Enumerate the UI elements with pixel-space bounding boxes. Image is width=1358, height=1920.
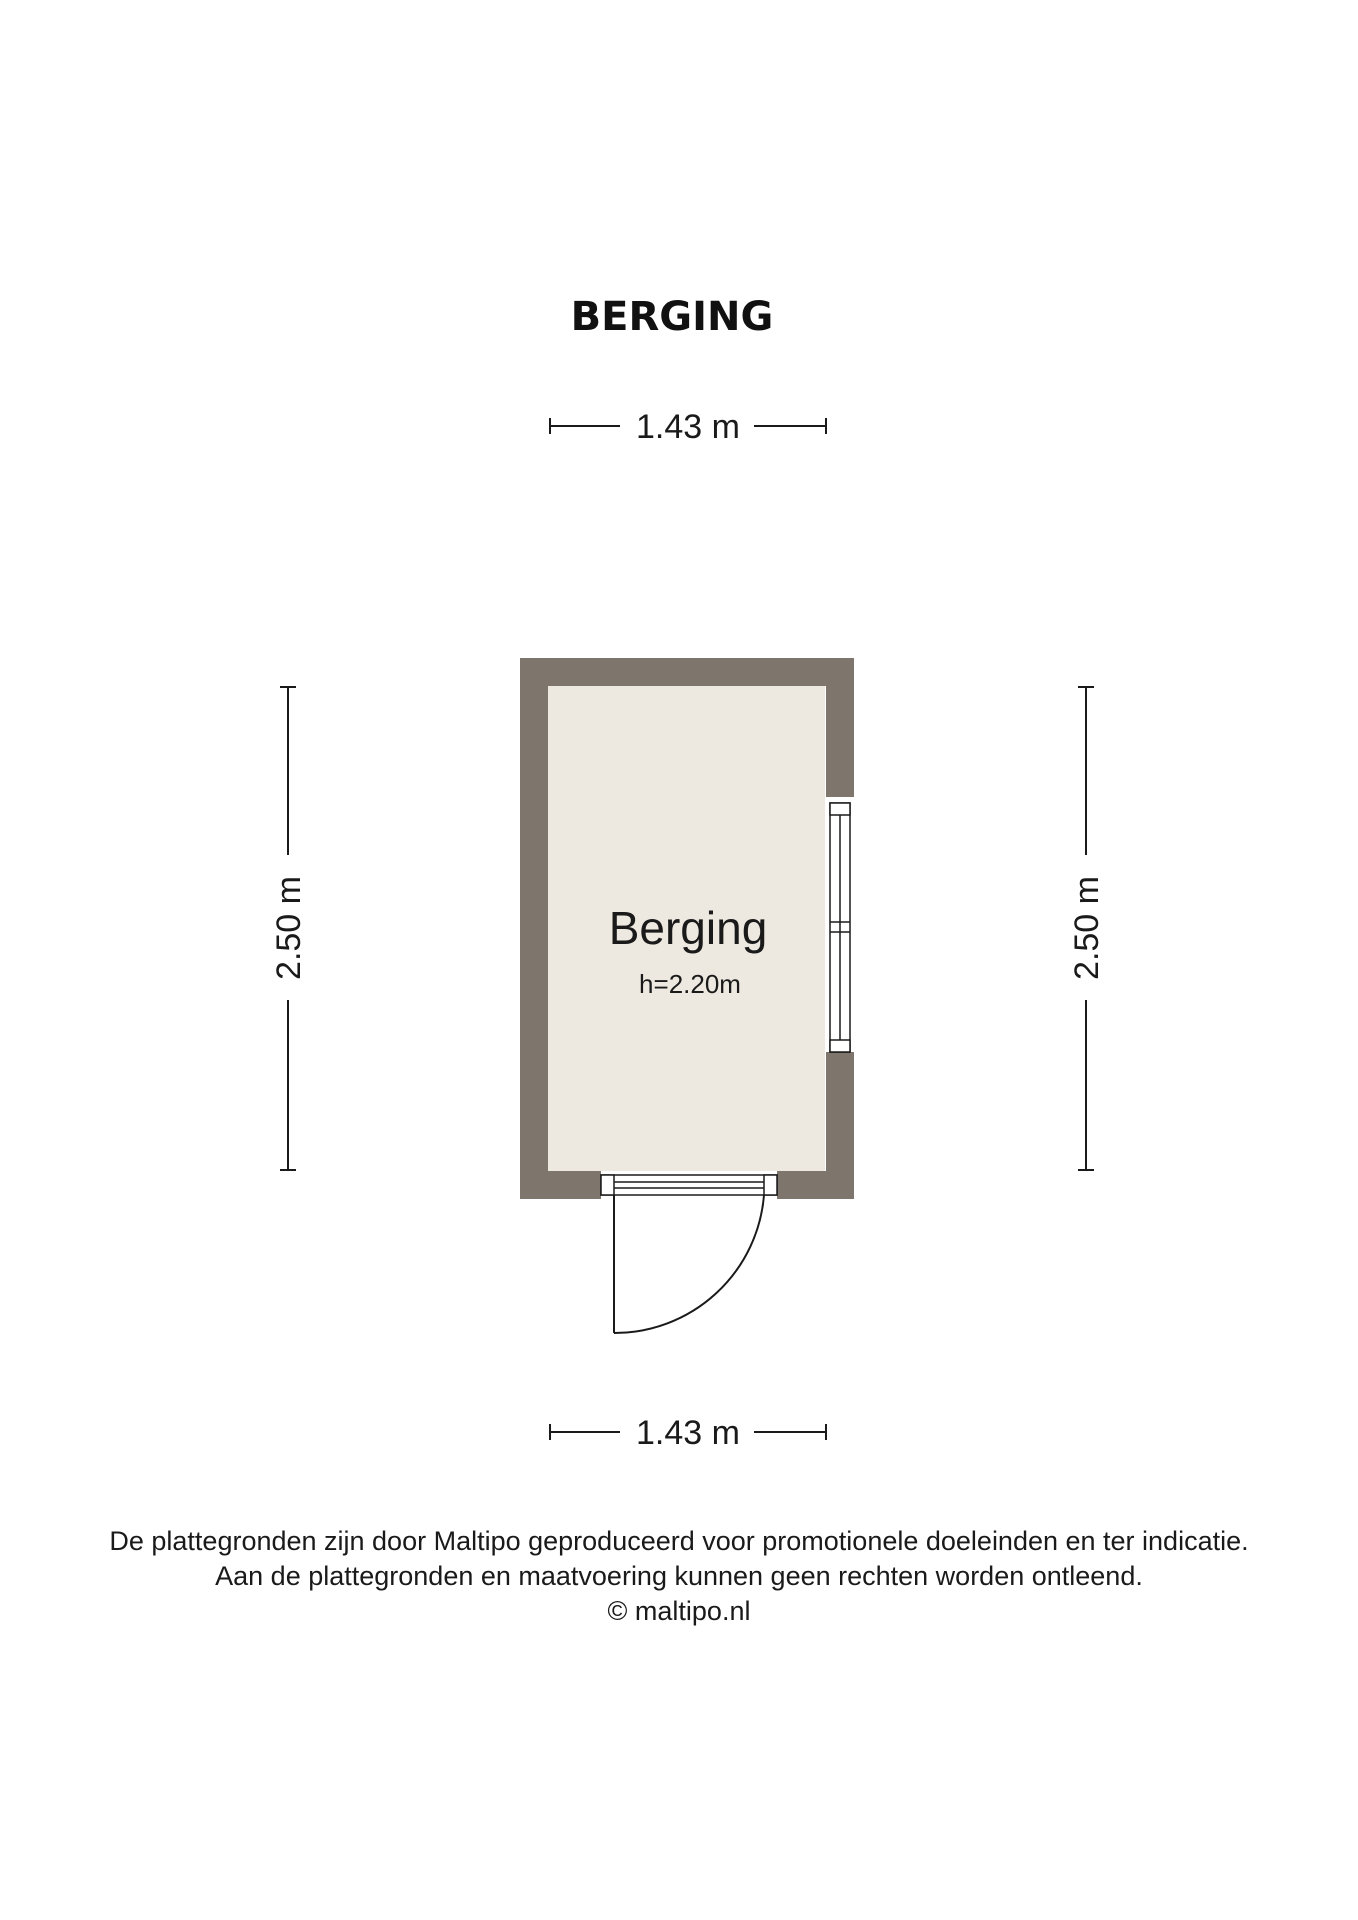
right-dimension-label: 2.50 m — [1068, 876, 1106, 980]
wall-right-upper — [826, 658, 854, 797]
door-swing-arc — [614, 1195, 764, 1333]
wall-bottom-left — [520, 1171, 601, 1199]
disclaimer — [0, 1524, 1358, 1629]
door — [601, 1175, 777, 1333]
room-name: Berging — [608, 902, 768, 954]
disclaimer-line-1: De plattegronden zijn door Maltipo geproduceerd voor promotionele doeleinden en ter indicatie. — [109, 1526, 1249, 1556]
wall-top — [520, 658, 854, 686]
wall-bottom-right — [777, 1171, 854, 1199]
room-height: h=2.20m — [639, 969, 741, 999]
disclaimer-line-2: Aan de plattegronden en maatvoering kunnen geen rechten worden ontleend. — [215, 1561, 1143, 1591]
wall-left — [520, 658, 548, 1199]
window — [830, 803, 850, 1052]
top-dimension-label: 1.43 m — [636, 408, 740, 446]
copyright-line: © maltipo.nl — [607, 1596, 751, 1626]
plan-title: BERGING — [570, 294, 774, 340]
left-dimension-label: 2.50 m — [270, 876, 308, 980]
bottom-dimension-label: 1.43 m — [636, 1414, 740, 1452]
